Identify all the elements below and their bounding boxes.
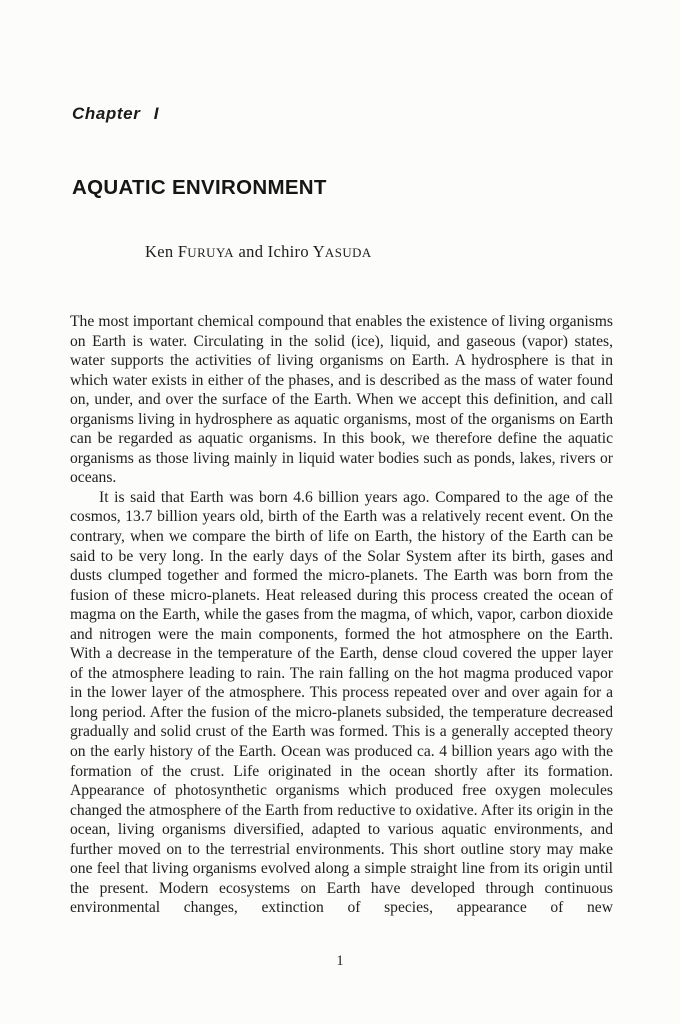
- author-line: [145, 242, 372, 262]
- author-name-smallcaps: ASUDA: [324, 246, 372, 260]
- paragraph: The most important chemical compound that enables the existence of living organisms on Earth is water. Circulating in the solid (ice), liquid, and gaseous (vapor) states, water supports the activities of living organisms on Earth. A hydrosphere is that in which water exists in either of the phases, and is described as the mass of water found on, under, and over the surface of the Earth. When we accept this definition, and call organisms living in hydrosphere as aquatic organisms, most of the organisms on Earth can be regarded as aquatic organisms. In this book, we therefore define the aquatic organisms as those living mainly in liquid water bodies such as ponds, lakes, rivers or oceans.: [70, 313, 613, 487]
- author-name-part: Ken F: [145, 242, 188, 261]
- author-name-smallcaps: URUYA: [187, 246, 235, 260]
- body-text: [70, 312, 613, 918]
- page-number: 1: [336, 953, 344, 969]
- chapter-label: Chapter I: [72, 104, 160, 123]
- paragraph: It is said that Earth was born 4.6 billion years ago. Compared to the age of the cosmos, 13.7 billion years old, birth of the Earth was a relatively recent event. On the contrary, when we compare the birth of life on Earth, the history of the Earth can be said to be very long. In the early days of the Solar System after its birth, gases and dusts clumped together and formed the micro-planets. The Earth was born from the fusion of these micro-planets. Heat released during this process created the ocean of magma on the Earth, while the gases from the magma, of which, vapor, carbon dioxide and nitrogen were the main components, formed the hot atmosphere on the Earth. With a decrease in the temperature of the Earth, dense cloud covered the upper layer of the atmosphere leading to rain. The rain falling on the hot magma produced vapor in the lower layer of the atmosphere. This process repeated over and over again for a long period. After the fusion of the micro-planets subsided, the temperature decreased gradually and solid crust of the Earth was formed. This is a generally accepted theory on the early history of the Earth. Ocean was produced ca. 4 billion years ago with the formation of the crust. Life originated in the ocean shortly after its formation. Appearance of photosynthetic organisms which produced free oxygen molecules changed the atmosphere of the Earth from reductive to oxidative. After its origin in the ocean, living organisms diversified, adapted to various aquatic environments, and further moved on to the terrestrial environments. This short outline story may make one feel that living organisms evolved along a simple straight line from its origin until the present. Modern ecosystems on Earth have developed through continuous environmental changes, extinction of species, appearance of new: [70, 488, 613, 917]
- author-name-part: and Ichiro Y: [234, 242, 325, 261]
- page-title: AQUATIC ENVIRONMENT: [72, 176, 327, 199]
